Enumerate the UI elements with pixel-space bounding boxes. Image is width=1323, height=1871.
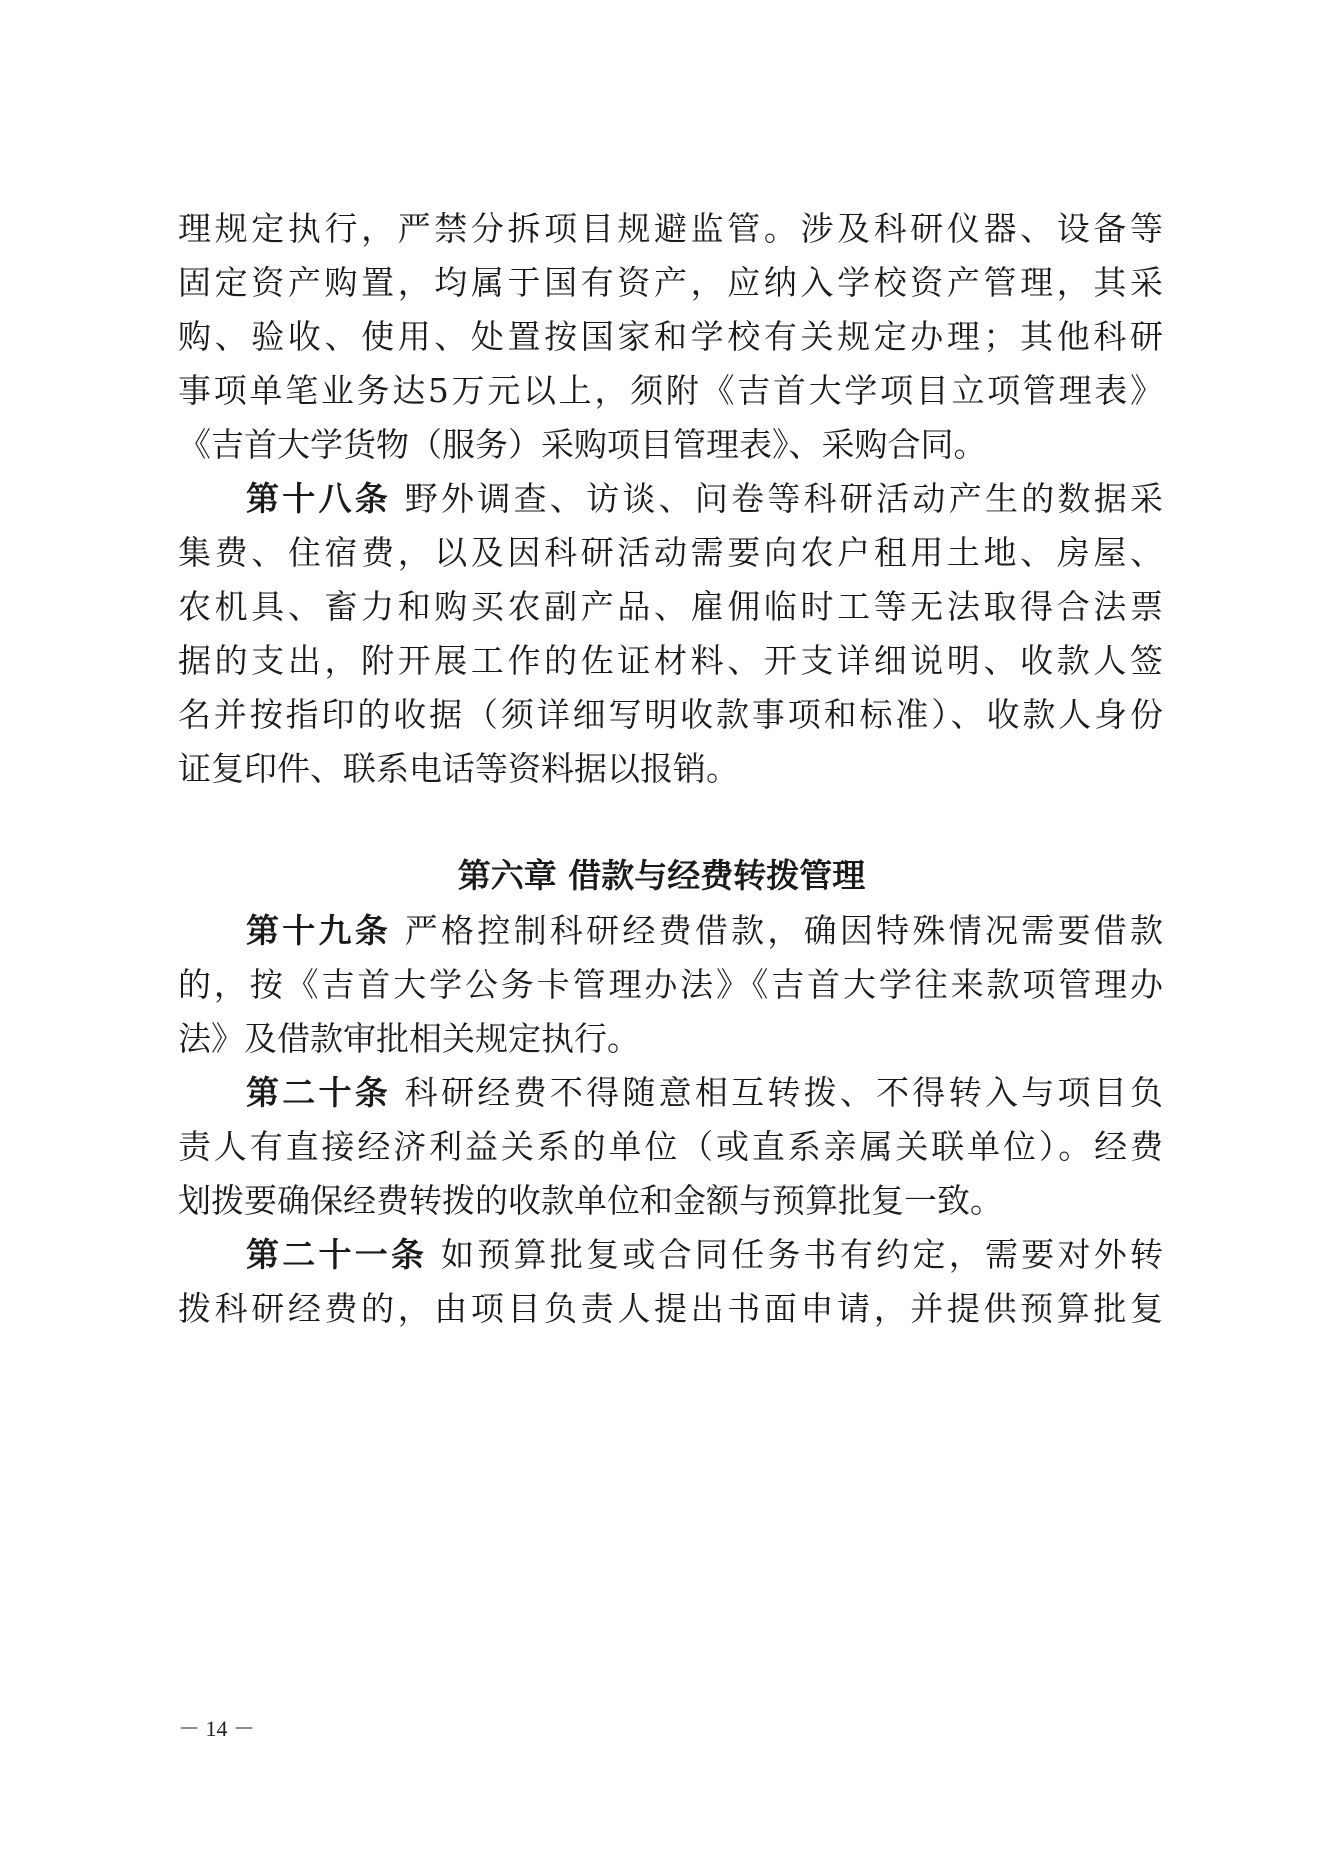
text-line: 理规定执行，严禁分拆项目规避监管。涉及科研仪器、设备等 <box>178 209 1163 248</box>
text-line: 固定资产购置，均属于国有资产，应纳入学校资产管理，其采 <box>178 263 1163 302</box>
page-number: － 14 － <box>178 1716 256 1741</box>
article-18-first-line <box>246 478 1163 520</box>
article-21-first-line <box>246 1234 1163 1276</box>
text-line: 农机具、畜力和购买农副产品、雇佣临时工等无法取得合法票 <box>178 587 1163 626</box>
text-line: 法》及借款审批相关规定执行。 <box>178 1019 640 1058</box>
text-line: 《吉首大学货物（服务）采购项目管理表》、采购合同。 <box>178 425 987 464</box>
article-label: 第二十一条 <box>246 1235 428 1274</box>
text-line: 购、验收、使用、处置按国家和学校有关规定办理；其他科研 <box>178 317 1163 356</box>
text-line: 证复印件、联系电话等资料据以报销。 <box>178 749 739 788</box>
article-label: 第二十条 <box>246 1073 392 1112</box>
text-line: 拨科研经费的，由项目负责人提出书面申请，并提供预算批复 <box>178 1289 1163 1328</box>
article-label: 第十八条 <box>246 479 392 518</box>
article-19-first-line <box>246 910 1163 952</box>
article-text: 野外调查、访谈、问卷等科研活动产生的数据采 <box>391 479 1163 518</box>
article-text: 科研经费不得随意相互转拨、不得转入与项目负 <box>391 1073 1163 1112</box>
chapter-heading: 第六章 借款与经费转拨管理 <box>457 856 866 895</box>
article-text: 如预算批复或合同任务书有约定，需要对外转 <box>427 1235 1164 1274</box>
text-line: 的，按《吉首大学公务卡管理办法》《吉首大学往来款项管理办 <box>178 965 1163 1004</box>
text-line: 划拨要确保经费转拨的收款单位和金额与预算批复一致。 <box>178 1181 1003 1220</box>
article-20-first-line <box>246 1072 1163 1114</box>
text-line: 集费、住宿费，以及因科研活动需要向农户租用土地、房屋、 <box>178 533 1163 572</box>
text-line: 事项单笔业务达5万元以上，须附《吉首大学项目立项管理表》 <box>178 371 1163 410</box>
text-line: 据的支出，附开展工作的佐证材料、开支详细说明、收款人签 <box>178 641 1163 680</box>
article-label: 第十九条 <box>246 911 392 950</box>
text-line: 责人有直接经济利益关系的单位（或直系亲属关联单位）。经费 <box>178 1127 1163 1166</box>
article-text: 严格控制科研经费借款，确因特殊情况需要借款 <box>391 911 1163 950</box>
text-line: 名并按指印的收据（须详细写明收款事项和标准）、收款人身份 <box>178 695 1163 734</box>
